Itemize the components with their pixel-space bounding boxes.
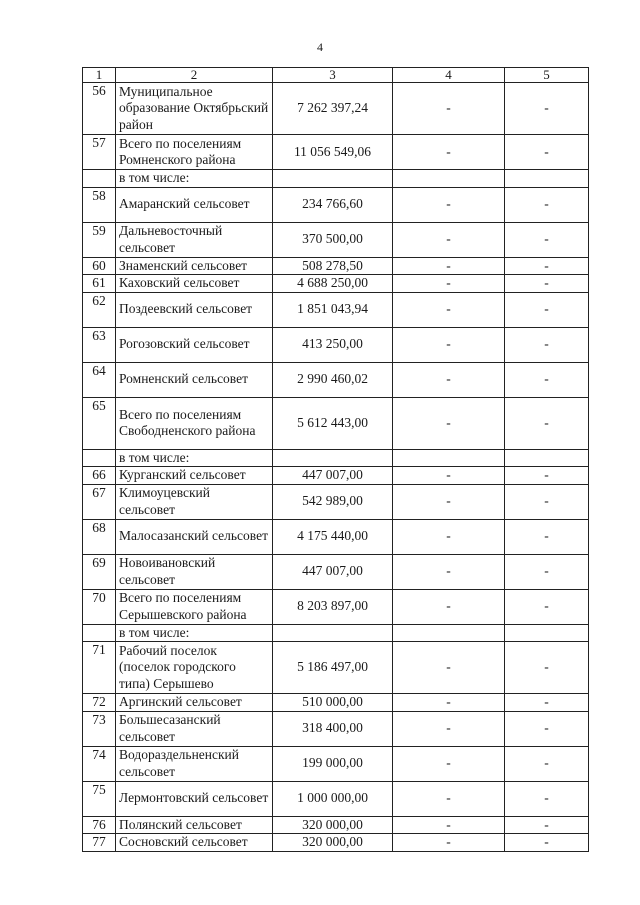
row-number: 56 bbox=[83, 83, 116, 135]
transfers-table bbox=[82, 67, 589, 852]
row-name: в том числе: bbox=[116, 624, 273, 642]
row-number: 61 bbox=[83, 275, 116, 293]
row-amount: 320 000,00 bbox=[273, 816, 393, 834]
row-amount: 4 175 440,00 bbox=[273, 519, 393, 554]
table-row bbox=[83, 170, 589, 188]
row-name: Всего по поселениям Ромненского района bbox=[116, 135, 273, 170]
table-row bbox=[83, 83, 589, 135]
row-amount: 320 000,00 bbox=[273, 834, 393, 852]
row-number: 57 bbox=[83, 135, 116, 170]
row-col4: - bbox=[393, 222, 505, 257]
row-col4: - bbox=[393, 135, 505, 170]
row-col5: - bbox=[505, 327, 589, 362]
row-number: 59 bbox=[83, 222, 116, 257]
row-col4: - bbox=[393, 694, 505, 712]
row-col4: - bbox=[393, 327, 505, 362]
row-number: 60 bbox=[83, 257, 116, 275]
table-row bbox=[83, 694, 589, 712]
row-name: Полянский сельсовет bbox=[116, 816, 273, 834]
row-col4: - bbox=[393, 484, 505, 519]
column-header-3: 3 bbox=[273, 68, 393, 83]
table-row bbox=[83, 467, 589, 485]
table-row bbox=[83, 642, 589, 694]
row-number: 74 bbox=[83, 746, 116, 781]
row-col4: - bbox=[393, 554, 505, 589]
row-number: 73 bbox=[83, 711, 116, 746]
table-header-row bbox=[83, 68, 589, 83]
row-col4: - bbox=[393, 642, 505, 694]
column-header-5: 5 bbox=[505, 68, 589, 83]
table-row bbox=[83, 589, 589, 624]
row-col4: - bbox=[393, 589, 505, 624]
table-row bbox=[83, 484, 589, 519]
table-row bbox=[83, 834, 589, 852]
column-header-4: 4 bbox=[393, 68, 505, 83]
row-number: 72 bbox=[83, 694, 116, 712]
row-name: Рогозовский сельсовет bbox=[116, 327, 273, 362]
row-number: 63 bbox=[83, 327, 116, 362]
row-number: 62 bbox=[83, 292, 116, 327]
table-row bbox=[83, 449, 589, 467]
row-col5: - bbox=[505, 781, 589, 816]
row-col5: - bbox=[505, 397, 589, 449]
row-col5: - bbox=[505, 467, 589, 485]
table-row bbox=[83, 187, 589, 222]
row-amount bbox=[273, 624, 393, 642]
row-amount: 508 278,50 bbox=[273, 257, 393, 275]
row-number: 69 bbox=[83, 554, 116, 589]
row-name: Каховский сельсовет bbox=[116, 275, 273, 293]
row-name: в том числе: bbox=[116, 170, 273, 188]
row-col5: - bbox=[505, 642, 589, 694]
page-number: 4 bbox=[317, 40, 323, 54]
row-col4 bbox=[393, 449, 505, 467]
table-row bbox=[83, 624, 589, 642]
row-amount: 1 851 043,94 bbox=[273, 292, 393, 327]
row-name: Всего по поселениям Серышевского района bbox=[116, 589, 273, 624]
row-number: 75 bbox=[83, 781, 116, 816]
row-name: Лермонтовский сельсовет bbox=[116, 781, 273, 816]
row-col5: - bbox=[505, 746, 589, 781]
row-name: в том числе: bbox=[116, 449, 273, 467]
row-col5: - bbox=[505, 187, 589, 222]
row-col5: - bbox=[505, 711, 589, 746]
table-row bbox=[83, 292, 589, 327]
row-col4: - bbox=[393, 781, 505, 816]
row-number: 68 bbox=[83, 519, 116, 554]
column-header-2: 2 bbox=[116, 68, 273, 83]
table-row bbox=[83, 275, 589, 293]
row-col5: - bbox=[505, 484, 589, 519]
row-col5: - bbox=[505, 222, 589, 257]
table-row bbox=[83, 397, 589, 449]
row-amount: 5 612 443,00 bbox=[273, 397, 393, 449]
row-number bbox=[83, 624, 116, 642]
table-row bbox=[83, 781, 589, 816]
row-col4 bbox=[393, 624, 505, 642]
table-row bbox=[83, 554, 589, 589]
row-col5: - bbox=[505, 257, 589, 275]
row-name: Новоивановский сельсовет bbox=[116, 554, 273, 589]
row-amount: 5 186 497,00 bbox=[273, 642, 393, 694]
table-row bbox=[83, 135, 589, 170]
row-col5: - bbox=[505, 292, 589, 327]
row-name: Малосазанский сельсовет bbox=[116, 519, 273, 554]
table-row bbox=[83, 711, 589, 746]
row-name: Рабочий поселок (поселок городского типа) Серышево bbox=[116, 642, 273, 694]
row-amount bbox=[273, 170, 393, 188]
row-col4: - bbox=[393, 292, 505, 327]
row-number: 70 bbox=[83, 589, 116, 624]
row-amount: 542 989,00 bbox=[273, 484, 393, 519]
row-name: Знаменский сельсовет bbox=[116, 257, 273, 275]
row-col5: - bbox=[505, 554, 589, 589]
row-col5: - bbox=[505, 135, 589, 170]
table-row bbox=[83, 816, 589, 834]
row-name: Дальневосточный сельсовет bbox=[116, 222, 273, 257]
row-amount: 199 000,00 bbox=[273, 746, 393, 781]
row-amount: 4 688 250,00 bbox=[273, 275, 393, 293]
table-row bbox=[83, 519, 589, 554]
row-number: 76 bbox=[83, 816, 116, 834]
row-amount: 318 400,00 bbox=[273, 711, 393, 746]
row-amount: 7 262 397,24 bbox=[273, 83, 393, 135]
row-col5: - bbox=[505, 834, 589, 852]
row-amount: 8 203 897,00 bbox=[273, 589, 393, 624]
row-col4 bbox=[393, 170, 505, 188]
row-amount: 510 000,00 bbox=[273, 694, 393, 712]
row-col5 bbox=[505, 170, 589, 188]
row-name: Амаранский сельсовет bbox=[116, 187, 273, 222]
row-name: Поздеевский сельсовет bbox=[116, 292, 273, 327]
row-name: Курганский сельсовет bbox=[116, 467, 273, 485]
row-col5: - bbox=[505, 694, 589, 712]
row-col5: - bbox=[505, 589, 589, 624]
row-col5: - bbox=[505, 816, 589, 834]
row-col4: - bbox=[393, 275, 505, 293]
row-amount: 447 007,00 bbox=[273, 554, 393, 589]
row-amount: 413 250,00 bbox=[273, 327, 393, 362]
table-row bbox=[83, 362, 589, 397]
row-name: Водораздельненский сельсовет bbox=[116, 746, 273, 781]
row-name: Климоуцевский сельсовет bbox=[116, 484, 273, 519]
row-name: Муниципальное образование Октябрьский район bbox=[116, 83, 273, 135]
table-row bbox=[83, 746, 589, 781]
row-name: Ромненский сельсовет bbox=[116, 362, 273, 397]
row-col4: - bbox=[393, 257, 505, 275]
row-col4: - bbox=[393, 362, 505, 397]
row-name: Аргинский сельсовет bbox=[116, 694, 273, 712]
row-name: Всего по поселениям Свободненского района bbox=[116, 397, 273, 449]
row-col4: - bbox=[393, 187, 505, 222]
row-number: 67 bbox=[83, 484, 116, 519]
row-col4: - bbox=[393, 746, 505, 781]
column-header-1: 1 bbox=[83, 68, 116, 83]
row-col5 bbox=[505, 449, 589, 467]
row-name: Большесазанский сельсовет bbox=[116, 711, 273, 746]
row-col4: - bbox=[393, 519, 505, 554]
row-amount: 11 056 549,06 bbox=[273, 135, 393, 170]
row-col4: - bbox=[393, 467, 505, 485]
row-amount: 2 990 460,02 bbox=[273, 362, 393, 397]
row-col4: - bbox=[393, 83, 505, 135]
table-row bbox=[83, 327, 589, 362]
row-number: 58 bbox=[83, 187, 116, 222]
row-number: 65 bbox=[83, 397, 116, 449]
row-number bbox=[83, 449, 116, 467]
row-col4: - bbox=[393, 711, 505, 746]
row-amount: 370 500,00 bbox=[273, 222, 393, 257]
table-row bbox=[83, 222, 589, 257]
row-col4: - bbox=[393, 816, 505, 834]
row-number: 66 bbox=[83, 467, 116, 485]
row-col4: - bbox=[393, 397, 505, 449]
row-amount bbox=[273, 449, 393, 467]
row-number bbox=[83, 170, 116, 188]
row-number: 64 bbox=[83, 362, 116, 397]
row-col5: - bbox=[505, 275, 589, 293]
row-col5: - bbox=[505, 519, 589, 554]
table-row bbox=[83, 257, 589, 275]
row-amount: 234 766,60 bbox=[273, 187, 393, 222]
row-amount: 447 007,00 bbox=[273, 467, 393, 485]
row-number: 71 bbox=[83, 642, 116, 694]
row-name: Сосновский сельсовет bbox=[116, 834, 273, 852]
row-col5: - bbox=[505, 362, 589, 397]
row-amount: 1 000 000,00 bbox=[273, 781, 393, 816]
row-col5: - bbox=[505, 83, 589, 135]
row-col5 bbox=[505, 624, 589, 642]
row-col4: - bbox=[393, 834, 505, 852]
row-number: 77 bbox=[83, 834, 116, 852]
